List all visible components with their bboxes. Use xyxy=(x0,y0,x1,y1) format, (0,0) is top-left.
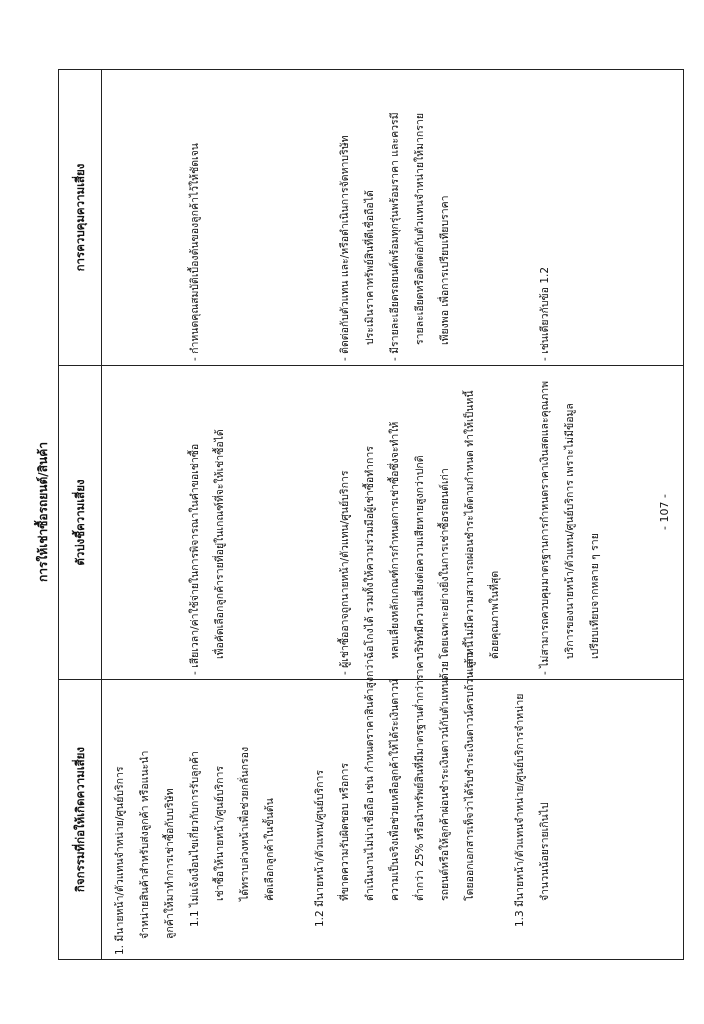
text-line: โดยเฉพาะอย่างยิ่งในการเช่าซื้อรถยนต์เก่า xyxy=(439,468,451,659)
text-line: 1.2 มีนายหน้า/ตัวแทน/ศูนย์บริการ xyxy=(314,769,326,927)
text-line: คัดเลือกลูกค้าในขั้นต้น xyxy=(264,798,276,901)
risk-control-cell xyxy=(102,70,684,366)
header-risk-activity: กิจกรรมที่ก่อให้เกิดความเสี่ยง xyxy=(59,680,102,960)
text-line: 1. มีนายหน้า/ตัวแทนจำหน่าย/ศูนย์บริการ xyxy=(114,766,126,955)
page-title: การให้เช่าซื้อรถยนต์/สินค้า xyxy=(36,442,50,582)
text-line: ลูกค้าให้มาทำการเช่าซื้อกับบริษัท xyxy=(164,788,176,939)
text-line: ความเป็นจริงเพื่อช่วยเหลือลูกค้าให้ได้ระเงินดาวน์ xyxy=(389,678,401,901)
text-line: จำนวนน้อยรายเกินไป xyxy=(539,802,551,901)
text-line: - ผู้เช่าซื้ออาจถูกนายหน้า/ตัวแทน/ศูนย์บริการ xyxy=(339,470,351,675)
risk-activity-cell xyxy=(102,652,684,960)
table-row xyxy=(102,70,684,960)
text-line: จำหน่ายสินค้าสำหรับส่งลูกค้า หรือแนะนำ xyxy=(139,750,151,939)
text-line: รถยนต์หรือให้ลูกค้าผ่อนชำระเงินดาวน์กับตัวแทนด้วย xyxy=(439,661,451,901)
text-line: เปรียบเทียบจากหลาย ๆ ราย xyxy=(589,533,601,659)
text-line: ที่ขาดความรับผิดชอบ หรือการ xyxy=(339,762,351,901)
text-line: 1.1 ไม่แจ้งเงื่อนไขเกี่ยวกับการรับลูกค้า xyxy=(189,751,201,927)
text-line: 1.3 มีนายหน้า/ตัวแทนจำหน่าย/ศูนย์บริการจำหน่าย xyxy=(514,693,526,927)
text-line: บริษัทมีความเสี่ยงต่อความเสียหายสูงกว่าปกติ xyxy=(414,455,426,659)
risk-indicator-cell xyxy=(102,366,684,680)
text-line: บริการของนายหน้า/ตัวแทน/ศูนย์บริการ เพราะไม่มีข้อมูล xyxy=(564,403,576,659)
text-line: ดำเนินงานไม่น่าเชื่อถือ เช่น กำหนดราคาสินค้าสูงกว่า xyxy=(364,658,376,901)
text-line: - ติดต่อกับตัวแทน และ/หรือดำเนินการจัดหาบริษัท xyxy=(339,135,351,361)
text-line: รายละเอียดหรือติดต่อกับตัวแทนจำหน่ายให้มากราย xyxy=(414,113,426,345)
header-risk-indicator: ตัวบ่งชี้ความเสี่ยง xyxy=(59,366,102,680)
table-header-row xyxy=(59,70,102,960)
text-line: - กำหนดคุณสมบัติเบื้องต้นของลูกค้าไว้ให้ชัดเจน xyxy=(189,143,201,361)
text-line: ประเมินราคาทรัพย์สินที่ดีเชื่อถือได้ xyxy=(364,190,376,345)
page-number: - 107 - xyxy=(658,494,671,530)
text-line: - มีรายละเอียดรถยนต์พร้อมทุกรุ่นพร้อมราคา และควรมี xyxy=(389,112,401,361)
header-risk-control: การควบคุมความเสี่ยง xyxy=(59,70,102,366)
text-line: ต่ำกว่า 25% หรือนำทรัพย์สินที่มีมาตรฐานต่ำกว่าราคา xyxy=(414,655,426,901)
text-line: - เสียเวลา/ค่าใช้จ่ายในการพิจารณาในคำขอเช่าซื้อ xyxy=(189,443,201,675)
text-line: โดยออกเอกสารเท็จว่าได้รับชำระเงินดาวน์ครบถ้วนแล้ว xyxy=(464,652,476,901)
text-line: - ไม่สามารถควบคุมมาตรฐานการกำหนดราคาเงินสดและคุณภาพ xyxy=(539,380,551,675)
text-line: ฉ้อโกงได้ รวมทั้งให้ความร่วมมือผู้เช่าซื้อทำการ xyxy=(364,446,376,659)
text-line: เพื่อคัดเลือกลูกค้ารายที่อยู่ในเกณฑ์ที่จะให้เช่าซื้อได้ xyxy=(214,429,226,659)
risk-table xyxy=(58,69,684,960)
text-line: เพียงพอ เพื่อการเปรียบเทียบราคา xyxy=(439,195,451,345)
text-line: - ลูกหนี้ไม่มีความสามารถผ่อนชำระได้ตามกำหนด ทำให้เป็นหนี้ xyxy=(464,390,476,675)
text-line: เช่าซื้อให้นายหน้า/ศูนย์บริการ xyxy=(214,765,226,901)
text-line: หลบเลี่ยงหลักเกณฑ์การกำหนดการเช่าซื้อซึ่งจะทำให้ xyxy=(389,421,401,659)
text-line: - เช่นเดียวกับข้อ 1.2 xyxy=(539,266,551,361)
text-line: ได้ทราบล่วงหน้าเพื่อช่วยกลั่นกรอง xyxy=(239,746,251,901)
text-line: ด้อยคุณภาพในที่สุด xyxy=(489,570,501,659)
